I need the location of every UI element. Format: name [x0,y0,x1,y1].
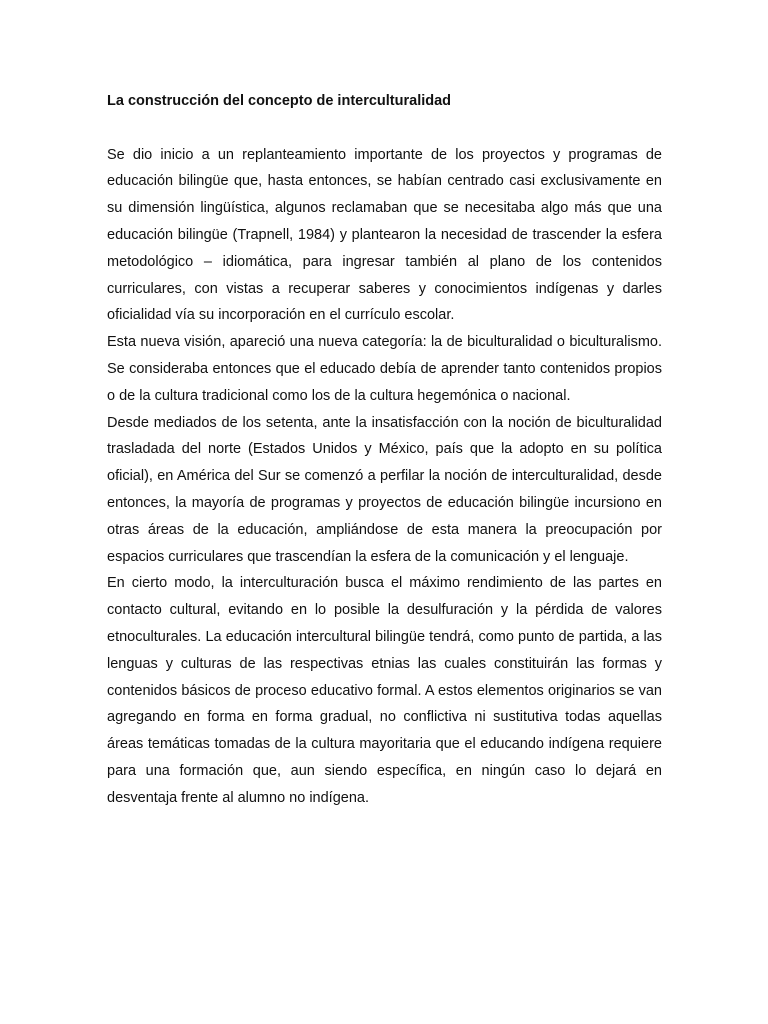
paragraph-2: Esta nueva visión, apareció una nueva categoría: la de biculturalidad o biculturalismo. Se consideraba entonces que el educado debía de aprender tanto contenidos propios o de la cultura tradicional como los de la cultura hegemónica o nacional. [107,334,662,404]
paragraph-1: Se dio inicio a un replanteamiento importante de los proyectos y programas de educación bilingüe que, hasta entonces, se habían centrado casi exclusivamente en su dimensión lingüística, algunos reclamaban que se necesitaba algo más que una educación bilingüe (Trapnell, 1984) y plantearon la necesidad de trascender la esfera metodológico – idiomática, para ingresar también al plano de los contenidos curriculares, con vistas a recuperar saberes y conocimientos indígenas y darles oficialidad vía su incorporación en el currículo escolar. [107,146,662,324]
paragraph-4: En cierto modo, la interculturación busca el máximo rendimiento de las partes en contacto cultural, evitando en lo posible la desulfuración y la pérdida de valores etnoculturales. La educación intercultural bilingüe tendrá, como punto de partida, a las lenguas y culturas de las respectivas etnias las cuales constituirán las formas y contenidos básicos de proceso educativo formal. A estos elementos originarios se van agregando en forma en forma gradual, no conflictiva ni sustitutiva todas aquellas áreas temáticas tomadas de la cultura mayoritaria que el educando indígena requiere para una formación que, aun siendo específica, en ningún caso lo dejará en desventaja frente al alumno no indígena. [107,575,662,806]
document-title: La construcción del concepto de interculturalidad [107,93,452,109]
paragraph-3: Desde mediados de los setenta, ante la insatisfacción con la noción de biculturalidad trasladada del norte (Estados Unidos y México, país que la adopto en su política oficial), en América del Sur se comenzó a perfilar la noción de interculturalidad, desde entonces, la mayoría de programas y proyectos de educación bilingüe incursiono en otras áreas de la educación, ampliándose de esta manera la preocupación por espacios curriculares que trascendían la esfera de la comunicación y el lenguaje. [107,414,662,565]
document-page [107,88,662,812]
